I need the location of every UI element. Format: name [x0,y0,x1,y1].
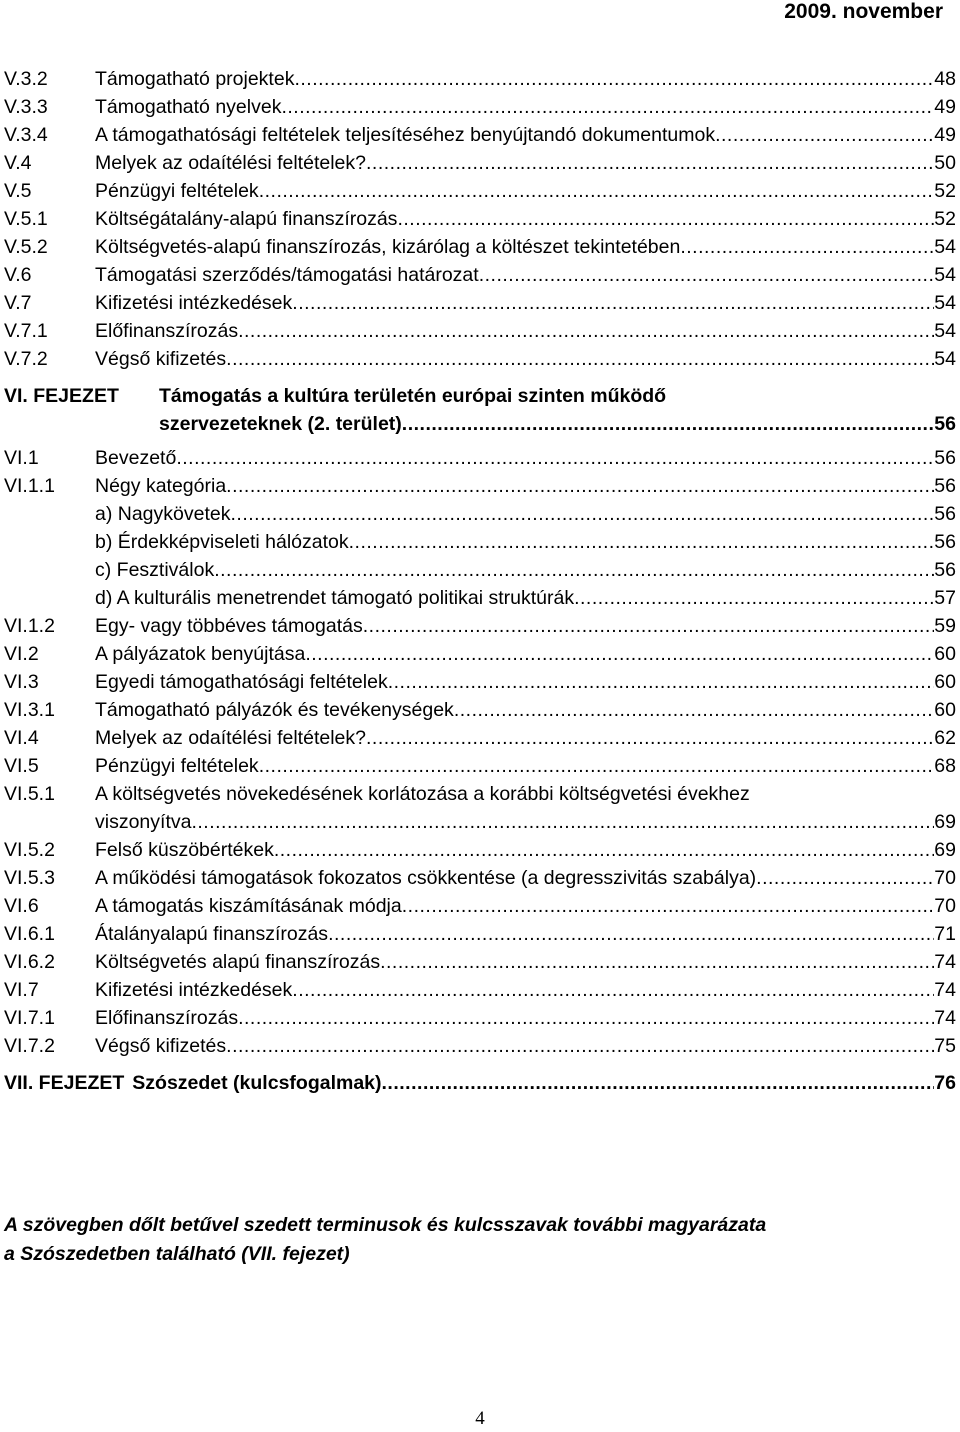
toc-entry-number: VI.7 [4,979,39,1001]
toc-entry-vi-7-2[interactable] [4,1032,956,1060]
toc-entry-page: 56 [934,447,956,469]
toc-entry-number: V.7 [4,292,32,314]
toc-entry-v-3-4[interactable] [4,121,956,149]
toc-leader-dots [305,640,934,668]
toc-entry-page: 71 [934,923,956,945]
toc-entry-number: VI.5.3 [4,867,55,889]
toc-chapter-page: 56 [934,413,956,435]
toc-entry-title: Költségátalány-alapú finanszírozás [95,208,398,230]
toc-leader-dots [238,317,934,345]
toc-entry-page: 52 [934,180,956,202]
toc-entry-number: VI.2 [4,643,39,665]
toc-entry-number: VI.5 [4,755,39,777]
toc-entry-page: 54 [934,264,956,286]
toc-entry-vi-6-2[interactable] [4,948,956,976]
toc-entry-v-7[interactable] [4,289,956,317]
toc-entry-number: V.5.2 [4,236,48,258]
toc-leader-dots [230,500,934,528]
toc-leader-dots [479,261,935,289]
toc-entry-number: VI.7.1 [4,1007,55,1029]
toc-entry-number: V.3.3 [4,96,48,118]
toc-entry-title: Költségvetés alapú finanszírozás [95,951,381,973]
toc-entry-page: 49 [934,96,956,118]
toc-entry-vi-5-1-line2[interactable] [4,808,956,836]
toc-leader-dots [680,233,934,261]
toc-leader-dots [454,696,934,724]
toc-entry-number: V.7.1 [4,320,48,342]
toc-entry-v-5-2[interactable] [4,233,956,261]
toc-entry-number: VI.3.1 [4,699,55,721]
toc-leader-dots [363,612,935,640]
toc-entry-d[interactable] [4,584,956,612]
toc-entry-title: A működési támogatások fokozatos csökkentése (a degresszivitás szabálya) [95,867,757,889]
toc-entry-title: Egyedi támogathatósági feltételek [95,671,388,693]
toc-entry-vi-7[interactable] [4,976,956,1004]
toc-leader-dots [259,752,935,780]
toc-entry-number: VI.6.1 [4,923,55,945]
toc-entry-title: d) A kulturális menetrendet támogató politikai struktúrák [95,587,575,609]
toc-entry-title: Kifizetési intézkedések [95,979,293,1001]
toc-entry-b[interactable] [4,528,956,556]
toc-entry-number: VI.6 [4,895,39,917]
toc-entry-number: V.7.2 [4,348,48,370]
toc-entry-title: Támogatható pályázók és tevékenységek [95,699,454,721]
toc-entry-page: 52 [934,208,956,230]
toc-entry-number: V.3.2 [4,68,48,90]
toc-entry-vi-6[interactable] [4,892,956,920]
toc-entry-v-4[interactable] [4,149,956,177]
toc-entry-title: A költségvetés növekedésének korlátozása a korábbi költségvetési évekhez [95,783,750,805]
toc-leader-dots [756,864,934,892]
toc-entry-title: Előfinanszírozás [95,320,239,342]
toc-leader-dots [292,976,934,1004]
toc-entry-number: V.4 [4,152,32,174]
toc-leader-dots [226,345,934,373]
toc-entry-number: VI.6.2 [4,951,55,973]
toc-entry-number: V.3.4 [4,124,48,146]
toc-entry-title: a) Nagykövetek [95,503,231,525]
toc-entry-page: 56 [934,503,956,525]
toc-entry-title: Végső kifizetés [95,348,227,370]
toc-chapter-vii[interactable] [4,1069,956,1097]
toc-chapter-number: VI. FEJEZET [4,385,119,407]
toc-entry-v-6[interactable] [4,261,956,289]
toc-entry-page: 54 [934,236,956,258]
toc-chapter-page: 76 [934,1072,956,1094]
toc-entry-page: 48 [934,68,956,90]
toc-leader-dots [191,808,934,836]
toc-entry-vi-5[interactable] [4,752,956,780]
toc-entry-vi-5-2[interactable] [4,836,956,864]
table-of-contents [4,65,956,1097]
toc-entry-vi-7-1[interactable] [4,1004,956,1032]
glossary-note [4,1211,954,1269]
toc-entry-title: Költségvetés-alapú finanszírozás, kizárólag a költészet tekintetében [95,236,681,258]
toc-entry-title: Felső küszöbértékek [95,839,274,861]
toc-entry-page: 49 [934,124,956,146]
toc-entry-v-5-1[interactable] [4,205,956,233]
toc-entry-vi-1-1[interactable] [4,472,956,500]
toc-entry-title: Pénzügyi feltételek [95,180,259,202]
toc-entry-page: 69 [934,811,956,833]
toc-entry-title: Bevezető [95,447,177,469]
toc-chapter-title: Szószedet (kulcsfogalmak) [132,1072,382,1094]
toc-leader-dots [238,1004,934,1032]
toc-entry-number: VI.7.2 [4,1035,55,1057]
toc-leader-dots [574,584,934,612]
toc-entry-page: 69 [934,839,956,861]
toc-entry-title: Átalányalapú finanszírozás [95,923,329,945]
toc-leader-dots [294,65,934,93]
toc-leader-dots [382,1069,935,1097]
toc-leader-dots [366,724,934,752]
toc-leader-dots [397,205,934,233]
toc-entry-v-7-1[interactable] [4,317,956,345]
toc-entry-vi-2[interactable] [4,640,956,668]
toc-entry-title: Végső kifizetés [95,1035,227,1057]
toc-entry-vi-3-1[interactable] [4,696,956,724]
toc-leader-dots [274,836,934,864]
glossary-note-line1: A szövegben dőlt betűvel szedett terminusok és kulcsszavak további magyarázata [4,1214,767,1236]
toc-leader-dots [402,410,935,438]
toc-leader-dots [292,289,934,317]
toc-chapter-title: Támogatás a kultúra területén európai szinten működő [159,385,667,407]
toc-leader-dots [226,472,934,500]
toc-entry-page: 54 [934,348,956,370]
toc-entry-page: 74 [934,951,956,973]
toc-entry-page: 57 [934,587,956,609]
toc-leader-dots [366,149,934,177]
toc-entry-number: VI.1 [4,447,39,469]
toc-leader-dots [380,948,934,976]
toc-entry-vi-3[interactable] [4,668,956,696]
toc-entry-v-5[interactable] [4,177,956,205]
toc-entry-title: A támogatás kiszámításának módja [95,895,402,917]
toc-entry-page: 59 [934,615,956,637]
toc-entry-number: VI.5.2 [4,839,55,861]
toc-leader-dots [176,444,934,472]
toc-entry-page: 60 [934,671,956,693]
toc-entry-vi-4[interactable] [4,724,956,752]
toc-entry-title: Támogatható nyelvek [95,96,282,118]
toc-leader-dots [349,528,935,556]
toc-entry-page: 56 [934,559,956,581]
toc-chapter-vi-line1[interactable] [4,382,956,410]
toc-leader-dots [214,556,934,584]
toc-leader-dots [259,177,935,205]
toc-entry-title: b) Érdekképviseleti hálózatok [95,531,349,553]
toc-entry-title: Egy- vagy többéves támogatás [95,615,363,637]
toc-leader-dots [281,93,934,121]
toc-entry-title: Pénzügyi feltételek [95,755,259,777]
toc-entry-title: Előfinanszírozás [95,1007,239,1029]
toc-entry-number: VI.5.1 [4,783,55,805]
toc-entry-title: Kifizetési intézkedések [95,292,293,314]
toc-entry-page: 74 [934,979,956,1001]
toc-entry-number: VI.3 [4,671,39,693]
toc-entry-page: 60 [934,643,956,665]
toc-leader-dots [328,920,934,948]
toc-entry-page: 70 [934,895,956,917]
toc-entry-c[interactable] [4,556,956,584]
toc-entry-page: 68 [934,755,956,777]
header-date: 2009. november [784,0,943,23]
toc-entry-vi-1-2[interactable] [4,612,956,640]
toc-leader-dots [715,121,934,149]
toc-entry-vi-5-1-line1[interactable] [4,780,956,808]
toc-chapter-number: VII. FEJEZET [4,1072,125,1094]
toc-entry-vi-6-1[interactable] [4,920,956,948]
toc-entry-title: Támogatható projektek [95,68,295,90]
toc-entry-title: Melyek az odaítélési feltételek? [95,727,366,749]
toc-entry-v-7-2[interactable] [4,345,956,373]
toc-entry-number: V.5 [4,180,32,202]
toc-entry-v-3-3[interactable] [4,93,956,121]
toc-entry-page: 75 [934,1035,956,1057]
toc-leader-dots [402,892,935,920]
toc-entry-page: 54 [934,292,956,314]
toc-entry-page: 50 [934,152,956,174]
toc-entry-number: VI.1.1 [4,475,55,497]
toc-entry-vi-5-3[interactable] [4,864,956,892]
toc-leader-dots [226,1032,934,1060]
toc-entry-title: Támogatási szerződés/támogatási határozat [95,264,479,286]
toc-entry-number: VI.1.2 [4,615,55,637]
toc-entry-vi-1[interactable] [4,444,956,472]
toc-entry-number: V.5.1 [4,208,48,230]
toc-entry-title: A támogathatósági feltételek teljesítéséhez benyújtandó dokumentumok [95,124,716,146]
toc-entry-v-3-2[interactable] [4,65,956,93]
toc-entry-title: Négy kategória [95,475,227,497]
toc-chapter-vi-line2[interactable] [4,410,956,438]
toc-entry-page: 62 [934,727,956,749]
toc-entry-number: V.6 [4,264,32,286]
toc-chapter-title-cont: szervezeteknek (2. terület) [159,413,402,435]
toc-entry-title: c) Fesztiválok [95,559,215,581]
toc-entry-title: A pályázatok benyújtása [95,643,306,665]
toc-entry-title-cont: viszonyítva [95,811,192,833]
toc-leader-dots [388,668,935,696]
toc-entry-page: 54 [934,320,956,342]
page-number: 4 [475,1408,485,1429]
toc-entry-number: VI.4 [4,727,39,749]
toc-entry-page: 56 [934,475,956,497]
toc-entry-page: 70 [934,867,956,889]
toc-entry-page: 74 [934,1007,956,1029]
toc-entry-page: 60 [934,699,956,721]
toc-entry-page: 56 [934,531,956,553]
glossary-note-line2: a Szószedetben található (VII. fejezet) [4,1243,350,1265]
toc-entry-a[interactable] [4,500,956,528]
toc-entry-title: Melyek az odaítélési feltételek? [95,152,366,174]
